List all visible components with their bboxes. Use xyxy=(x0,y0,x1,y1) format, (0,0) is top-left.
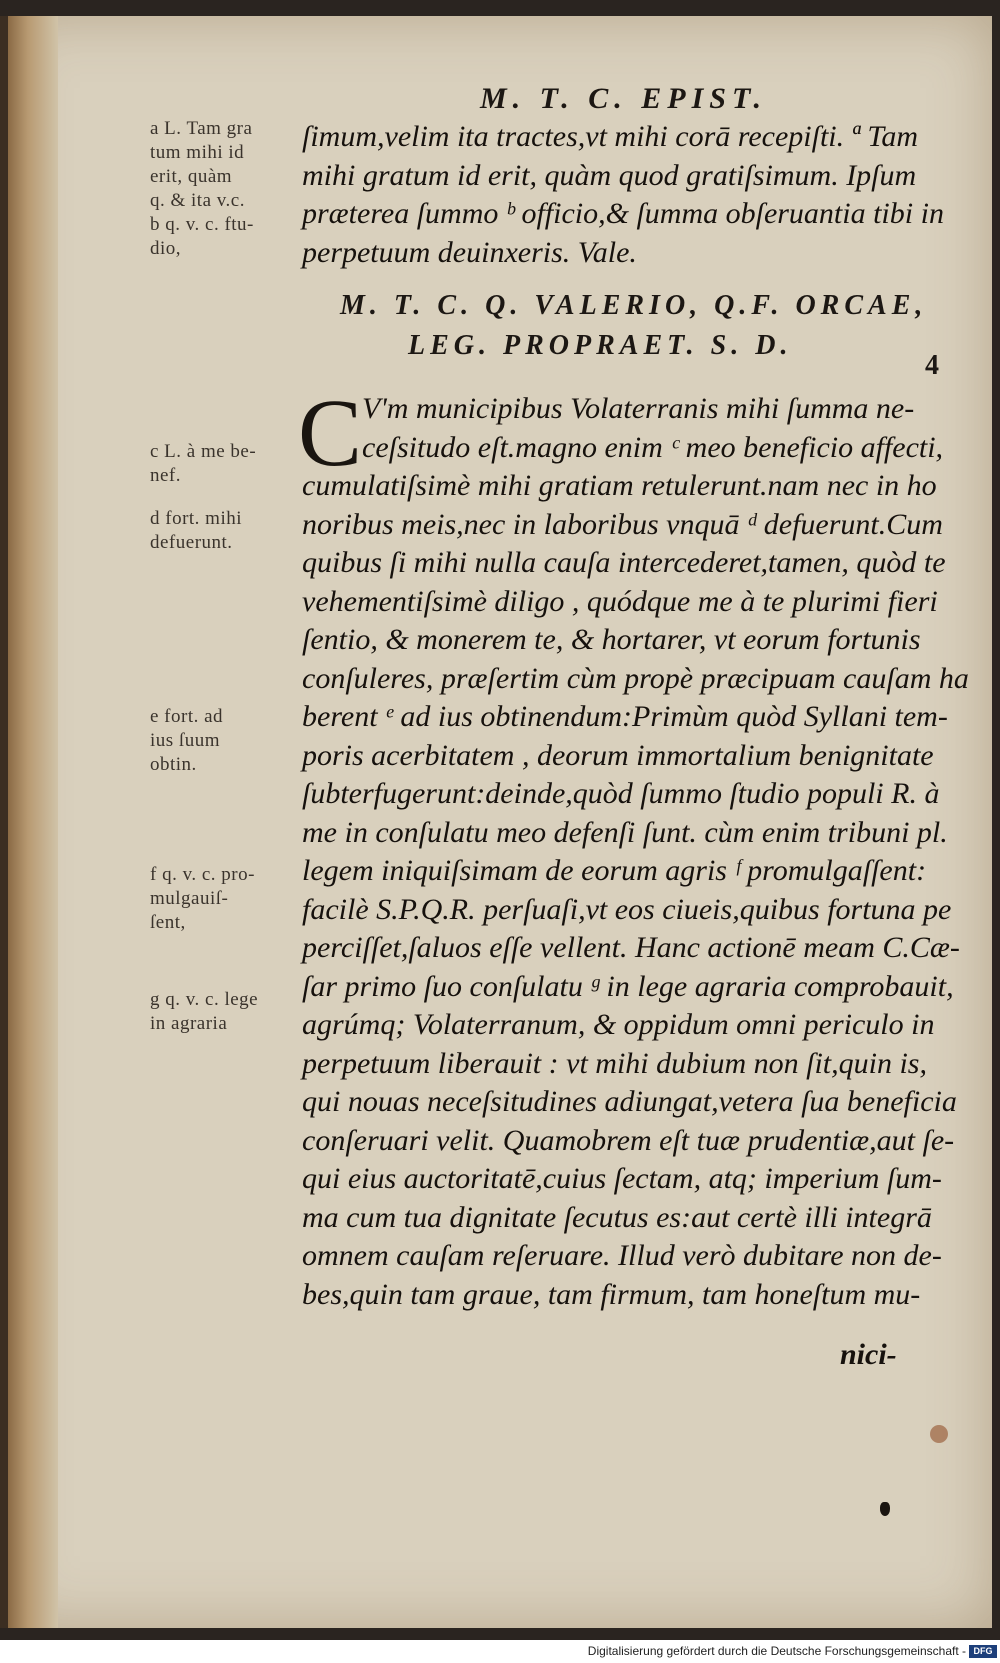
text-line: ſentio, & monerem te, & hortarer, vt eorum fortunis xyxy=(302,623,921,656)
margin-note-line: tum mihi id xyxy=(150,142,245,163)
text-line: cumulatiſsimè mihi gratiam retulerunt.nam nec in ho xyxy=(302,469,937,502)
text-line: V'm municipibus Volaterranis mihi ſumma ne- xyxy=(362,392,915,425)
text-line: ſubterfugerunt:deinde,quòd ſummo ſtudio populi R. à xyxy=(302,777,940,810)
text-line: vehementiſsimè diligo , quódque me à te plurimi fieri xyxy=(302,584,938,618)
margin-note-line: f q. v. c. pro- xyxy=(150,864,255,885)
margin-note-line: e fort. ad xyxy=(150,706,224,727)
margin-note-line: mulgauiſ- xyxy=(150,888,229,909)
drop-cap: C xyxy=(298,379,363,486)
text-line: qui nouas neceſsitudines adiungat,vetera ſua beneficia xyxy=(302,1085,957,1118)
text-line: ma cum tua dignitate ſecutus es:aut certè illi integrā xyxy=(302,1200,932,1234)
margin-note-f xyxy=(150,863,300,935)
margin-note-line: b q. v. c. ftu- xyxy=(150,214,254,235)
margin-note-line: ius ſuum xyxy=(150,730,220,751)
letter-body xyxy=(302,390,969,1314)
text-line: conſuleres, præſertim cùm propè præcipuam cauſam ha xyxy=(302,661,969,695)
margin-note-line: defuerunt. xyxy=(150,532,233,553)
margin-note-line: nef. xyxy=(150,465,182,486)
text-line: agrúmq; Volaterranum, & oppidum omni periculo in xyxy=(302,1008,935,1041)
margin-note-line: obtin. xyxy=(150,754,197,775)
text-line: me in conſulatu meo defenſi ſunt. cùm enim tribuni pl. xyxy=(302,815,948,849)
margin-note-a xyxy=(150,117,300,261)
text-line: perpetuum deuinxeris. Vale. xyxy=(302,235,637,269)
text-line: ſar primo ſuo conſulatu ᵍ in lege agraria comprobauit, xyxy=(302,969,954,1003)
text-line: berent ᵉ ad ius obtinendum:Primùm quòd Syllani tem- xyxy=(302,700,948,733)
text-line: facilè S.P.Q.R. perſuaſi,vt eos ciueis,quibus fortuna pe xyxy=(302,892,952,926)
text-line: ſimum,velim ita tractes,vt mihi corā recepiſti. ª Tam xyxy=(302,120,918,153)
margin-note-line: a L. Tam gra xyxy=(150,118,253,139)
text-line: bes,quin tam graue, tam firmum, tam honeſtum mu- xyxy=(302,1277,921,1311)
margin-note-line: g q. v. c. lege xyxy=(150,989,259,1010)
ink-mark xyxy=(880,1502,890,1516)
text-line: conſeruari velit. Quamobrem eſt tuæ prudentiæ,aut ſe- xyxy=(302,1123,955,1157)
margin-note-d xyxy=(150,507,300,555)
text-line: omnem cauſam reſeruare. Illud verò dubitare non de- xyxy=(302,1239,942,1272)
text-line: qui eius auctoritatē,cuius ſectam, atq; imperium ſum- xyxy=(302,1162,942,1195)
foxing-stain xyxy=(930,1425,948,1443)
margin-note-g xyxy=(150,988,300,1036)
text-line: perpetuum liberauit : vt mihi dubium non ſit,quin is, xyxy=(302,1046,927,1080)
margin-note-line: ſent, xyxy=(150,912,186,933)
margin-note-line: erit, quàm xyxy=(150,166,233,187)
margin-note-line: q. & ita v.c. xyxy=(150,190,245,211)
footer-bar xyxy=(0,1640,1000,1663)
footer-credit: Digitalisierung gefördert durch die Deutsche Forschungsgemeinschaft - xyxy=(587,1644,966,1658)
previous-letter-ending xyxy=(302,118,950,272)
margin-note-line: dio, xyxy=(150,238,182,259)
letter-heading-line2: LEG. PROPRAET. S. D. xyxy=(408,330,793,361)
text-line: poris acerbitatem , deorum immortalium benignitate xyxy=(302,738,934,772)
text-line: præterea ſummo ᵇ officio,& ſumma obſeruantia tibi in xyxy=(302,197,944,230)
margin-note-line: in agraria xyxy=(150,1013,228,1034)
text-line: mihi gratum id erit, quàm quod gratiſsimum. Ipſum xyxy=(302,158,917,192)
dfg-logo: DFG xyxy=(969,1645,997,1658)
catchword: nici- xyxy=(840,1338,897,1371)
text-line: legem iniquiſsimam de eorum agris ᶠ promulgaſſent: xyxy=(302,854,927,887)
letter-heading-line1: M. T. C. Q. VALERIO, Q.F. ORCAE, xyxy=(340,290,928,321)
text-line: quibus ſi mihi nulla cauſa intercederet,tamen, quòd te xyxy=(302,546,946,579)
margin-note-line: d fort. mihi xyxy=(150,508,243,529)
text-line: ceſsitudo eſt.magno enim ᶜ meo beneficio affecti, xyxy=(362,430,944,464)
margin-note-e xyxy=(150,705,300,777)
text-line: noribus meis,nec in laboribus vnquā ᵈ defuerunt.Cum xyxy=(302,507,943,541)
letter-number: 4 xyxy=(925,350,939,381)
margin-note-line: c L. à me be- xyxy=(150,441,257,462)
margin-note-c xyxy=(150,440,300,488)
text-line: perciſſet,ſaluos eſſe vellent. Hanc actionē meam C.Cæ- xyxy=(302,931,960,964)
running-head: M. T. C. EPIST. xyxy=(480,82,768,115)
page-gutter xyxy=(8,16,58,1628)
